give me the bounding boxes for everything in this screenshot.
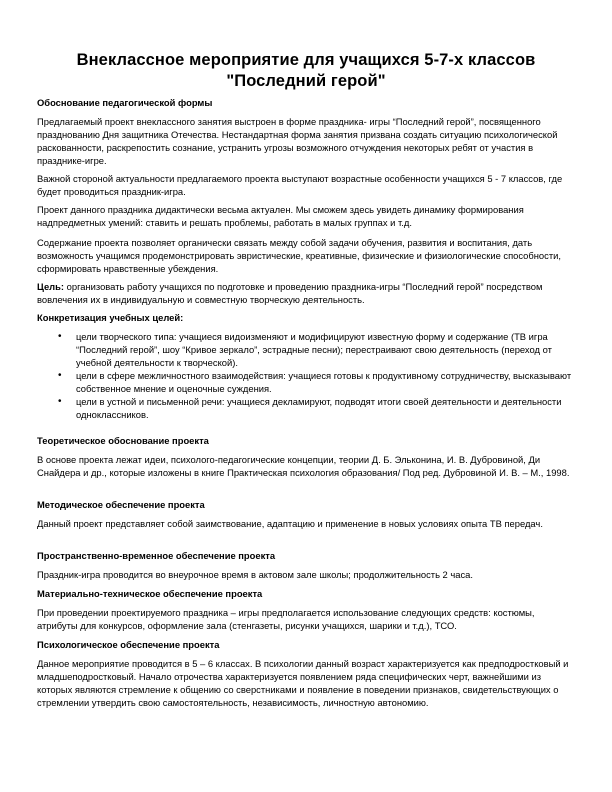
- title-line-1: Внеклассное мероприятие для учащихся 5-7-х классов: [76, 51, 536, 69]
- paragraph-methodology: Данный проект представляет собой заимствование, адаптацию и применение в новых условиях опыта ТВ передач.: [37, 518, 543, 529]
- paragraph-material: При проведении проектируемого праздника – игры предполагается использование следующих средств: костюмы, атрибуты для конкурсов, оформление зала (стенгазеты, рисунки учащихся, шарики и т.д.), ТСО.: [37, 607, 535, 631]
- paragraph-didactic: Проект данного праздника дидактически весьма актуален. Мы сможем здесь увидеть динамику формирования надпредметных умений: ставить и решать проблемы, работать в малых группах и т.д.: [37, 204, 524, 228]
- paragraph-intro: Предлагаемый проект внеклассного занятия выстроен в форме праздника- игры “Последний герой”, посвященного празднованию Дня защитника Отечества. Нестандартная форма занятия призвана создать ситуацию психологической раскованности, раскрепостить сознание, устранить угрозы возможного отчуждения некоторых ребят от участия в празднике-игре.: [37, 116, 558, 166]
- section-heading-learning-goals: Конкретизация учебных целей:: [37, 312, 184, 323]
- paragraph-space-time: Праздник-игра проводится во внеурочное время в актовом зале школы; продолжительность 2 часа.: [37, 569, 473, 580]
- section-heading-space-time: Пространственно-временное обеспечение проекта: [37, 550, 276, 561]
- page-title: [20, 50, 592, 92]
- paragraph-theory: В основе проекта лежат идеи, психолого-педагогические концепции, теории Д. Б. Эльконина, И. В. Дубровиной, Ди Снайдера и др., которые изложены в книге Практическая психология образования/ Под ред. Дубровиной И. В. – М., 1998.: [37, 454, 570, 478]
- title-line-2: "Последний герой": [226, 72, 386, 90]
- goal-text: организовать работу учащихся по подготовке и проведению праздника-игры “Последний герой” посредством вовлечения их в индивидуальную и совместную творческую деятельность.: [37, 281, 543, 305]
- section-heading-methodology: Методическое обеспечение проекта: [37, 499, 205, 510]
- list-item: • цели в устной и письменной речи: учащиеся декламируют, подводят итоги своей деятельности и деятельности одноклассников.: [37, 395, 577, 421]
- section-heading-material: Материально-техническое обеспечение проекта: [37, 588, 263, 599]
- paragraph-psychology: Данное мероприятие проводится в 5 – 6 классах. В психологии данный возраст характеризуется как предподростковый и младшеподростковый. Начало отрочества характеризуется появлением ряда специфических черт, важнейшими из которых являются стремление к общению со сверстниками и появление в поведении признаков, свидетельствующих о стремлении утвердить свою самостоятельность, независимость, личностную автономию.: [37, 658, 569, 708]
- paragraph-goal: [37, 280, 572, 306]
- paragraph-age-features: Важной стороной актуальности предлагаемого проекта выступают возрастные особенности учащихся 5 - 7 классов, где будет проводиться праздник-игра.: [37, 173, 563, 197]
- learning-goals-list: [37, 330, 577, 421]
- section-heading-psychology: Психологическое обеспечение проекта: [37, 639, 220, 650]
- paragraph-content: Содержание проекта позволяет органически связать между собой задачи обучения, развития и воспитания, дать возможность учащимся продемонстрировать эвристические, креативные, физические и физиологические способности, сформировать нравственные убеждения.: [37, 237, 561, 274]
- goal-label: Цель:: [37, 281, 65, 292]
- list-item: • цели творческого типа: учащиеся видоизменяют и модифицируют известную форму и содержание (ТВ игра “Последний герой”, шоу “Кривое зеркало”, эстрадные песни); перестраивают свою деятельность (переход от учебной деятельности к творческой).: [37, 330, 577, 369]
- section-heading-theory: Теоретическое обоснование проекта: [37, 435, 209, 446]
- section-heading-pedagogical-form: Обоснование педагогической формы: [37, 97, 213, 108]
- list-item: • цели в сфере межличностного взаимодействия: учащиеся готовы к продуктивному сотрудничеству, высказывают собственное мнение и оценочные суждения.: [37, 369, 577, 395]
